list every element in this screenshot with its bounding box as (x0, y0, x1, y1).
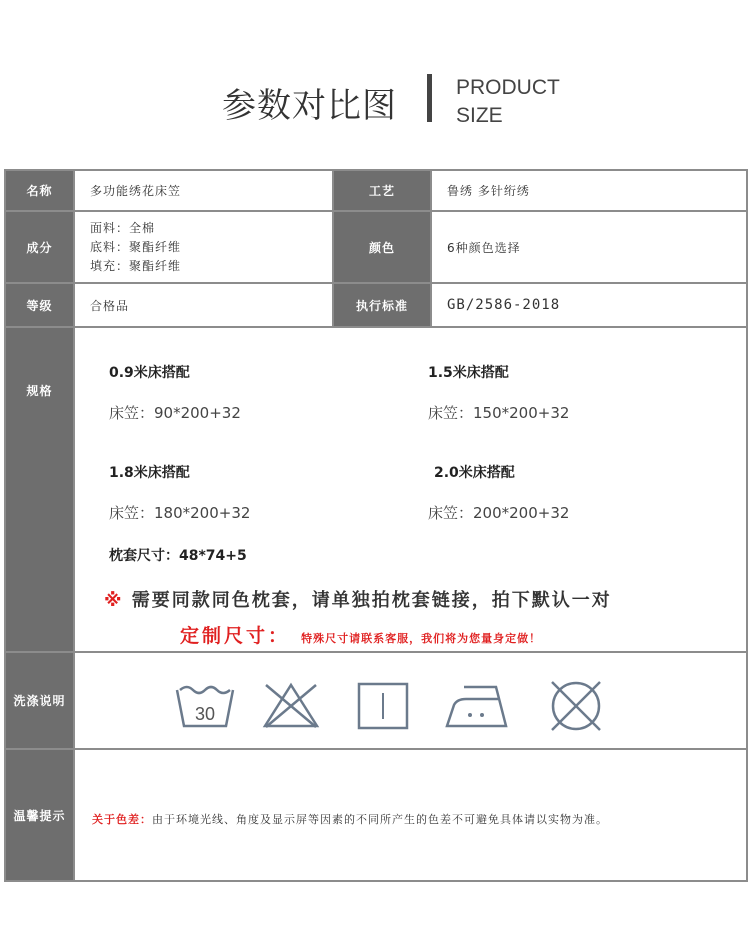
iron-medium-icon (444, 683, 510, 729)
custom-text: 特殊尺寸请联系客服，我们将为您量身定做！ (301, 632, 542, 645)
spec-size: 床笠：200*200+32 (428, 504, 570, 522)
composition-line: 填充：聚酯纤维 (90, 258, 182, 273)
tumble-dry-icon (356, 681, 410, 731)
title-divider (427, 74, 432, 122)
notice-mark: ※ (104, 590, 124, 611)
spec-size: 床笠：150*200+32 (428, 404, 570, 422)
composition-line: 底料：聚酯纤维 (90, 239, 182, 254)
custom-title: 定制尺寸： (180, 625, 291, 647)
label-color: 颜色 (334, 212, 430, 282)
pillow-size: 枕套尺寸：48*74+5 (109, 548, 247, 564)
label-tips: 温馨提示 (6, 750, 73, 880)
spec-size: 床笠：180*200+32 (109, 504, 251, 522)
custom-size-note (180, 621, 541, 648)
pillow-notice (104, 586, 612, 612)
no-bleach-icon (260, 679, 322, 731)
label-craft: 工艺 (334, 171, 430, 210)
value-craft: 鲁绣 多针绗绣 (432, 171, 746, 210)
spec-heading: 1.8米床搭配 (109, 465, 190, 481)
value-color: 6种颜色选择 (432, 212, 746, 282)
value-grade: 合格品 (75, 284, 332, 326)
spec-table (4, 169, 748, 882)
color-tip (92, 811, 608, 827)
tip-text: 由于环境光线、角度及显示屏等因素的不同所产生的色差不可避免具体请以实物为准。 (152, 813, 608, 826)
spec-heading: 1.5米床搭配 (428, 365, 509, 381)
spec-heading: 2.0米床搭配 (434, 465, 515, 481)
wash-30-icon (174, 682, 236, 732)
label-composition: 成分 (6, 212, 73, 282)
label-name: 名称 (6, 171, 73, 210)
title-en-line2: SIZE (456, 104, 503, 127)
value-name: 多功能绣花床笠 (75, 171, 332, 210)
wash-temp-label: 30 (194, 704, 216, 724)
value-standard: GB/2586-2018 (432, 284, 746, 326)
tip-title: 关于色差： (92, 813, 152, 826)
spec-size: 床笠：90*200+32 (109, 404, 241, 422)
page-title: 参数对比图 (222, 86, 397, 126)
notice-text: 需要同款同色枕套，请单独拍枕套链接，拍下默认一对 (131, 590, 612, 611)
label-grade: 等级 (6, 284, 73, 326)
label-spec: 规格 (6, 328, 73, 651)
header (0, 0, 750, 168)
title-en-line1: PRODUCT (456, 76, 560, 99)
label-standard: 执行标准 (334, 284, 430, 326)
spec-heading: 0.9米床搭配 (109, 365, 190, 381)
label-wash: 洗涤说明 (6, 653, 73, 748)
value-composition (75, 212, 332, 282)
composition-line: 面料：全棉 (90, 220, 156, 235)
no-dry-clean-icon (546, 679, 606, 733)
